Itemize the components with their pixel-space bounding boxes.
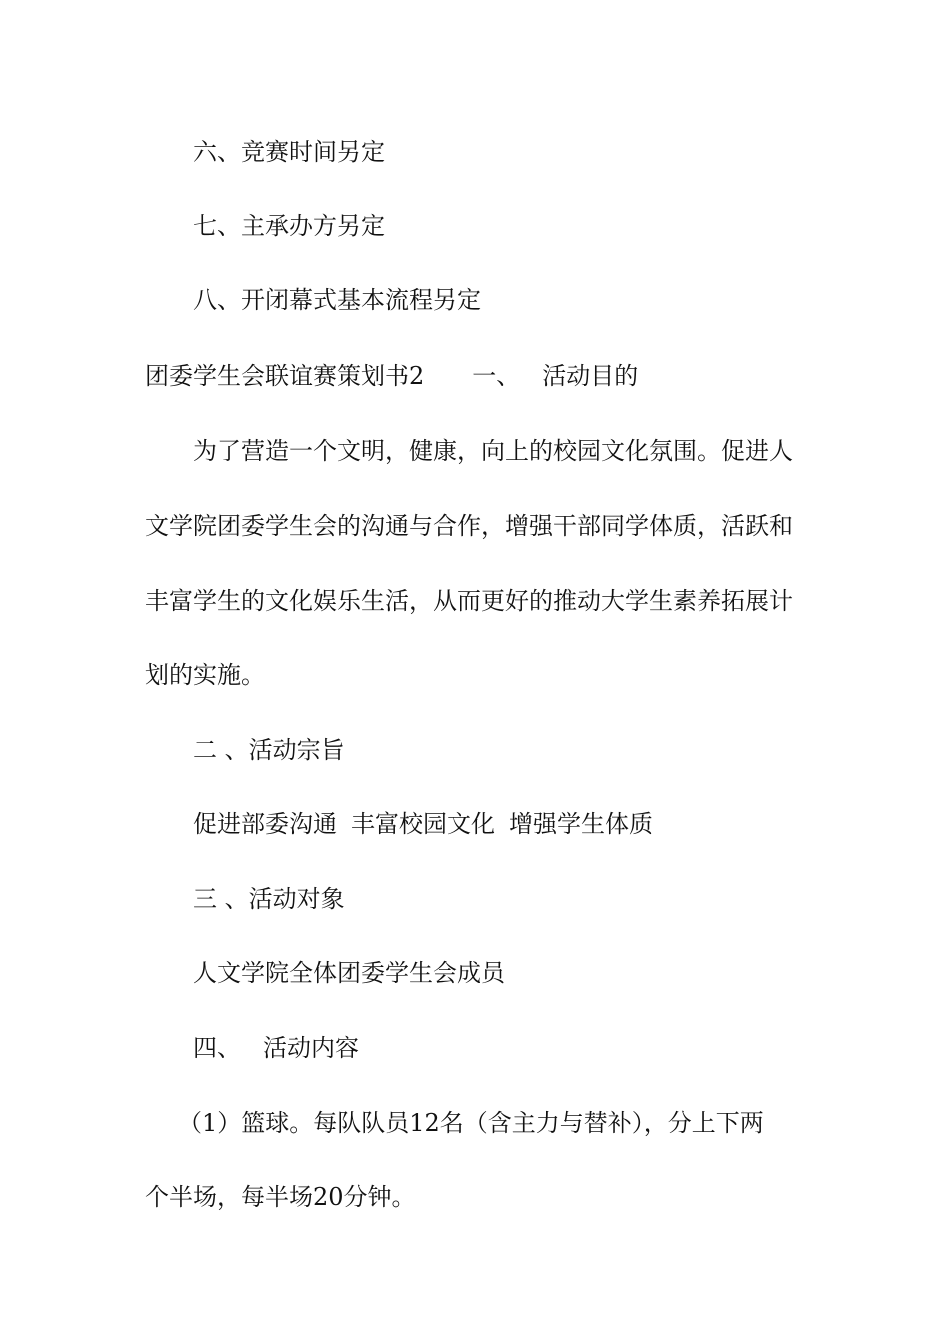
aim-item-3: 增强学生体质 [509,810,653,838]
section-one-label: 活动目的 [542,362,639,390]
plan-heading [145,361,810,391]
section-six-line: 六、竞赛时间另定 [193,138,385,166]
purpose-line-4: 划的实施。 [145,661,265,689]
section-one-number: 一、 [472,362,521,390]
basketball-line-1: （1）篮球。每队队员12名（含主力与替补），分上下两 [178,1109,764,1137]
section-eight-line: 八、开闭幕式基本流程另定 [193,286,481,314]
purpose-line-3: 丰富学生的文化娱乐生活，从而更好的推动大学生素养拓展计 [145,587,793,615]
section-three-heading: 三 、活动对象 [193,885,345,913]
purpose-line-1: 为了营造一个文明，健康，向上的校园文化氛围。促进人 [193,437,793,465]
aim-item-1: 促进部委沟通 [193,810,337,838]
aim-item-2: 丰富校园文化 [351,810,495,838]
section-seven-line: 七、主承办方另定 [193,212,385,240]
basketball-line-2: 个半场，每半场20分钟。 [145,1183,416,1211]
section-two-body [193,809,810,839]
purpose-line-2: 文学院团委学生会的沟通与合作，增强干部同学体质，活跃和 [145,512,793,540]
section-four-label: 活动内容 [263,1034,359,1062]
section-four-number: 四、 [193,1034,241,1062]
plan-title: 团委学生会联谊赛策划书2 [145,362,425,390]
section-four-heading [193,1033,810,1063]
section-three-body: 人文学院全体团委学生会成员 [193,959,505,987]
section-two-heading: 二 、活动宗旨 [193,736,345,764]
